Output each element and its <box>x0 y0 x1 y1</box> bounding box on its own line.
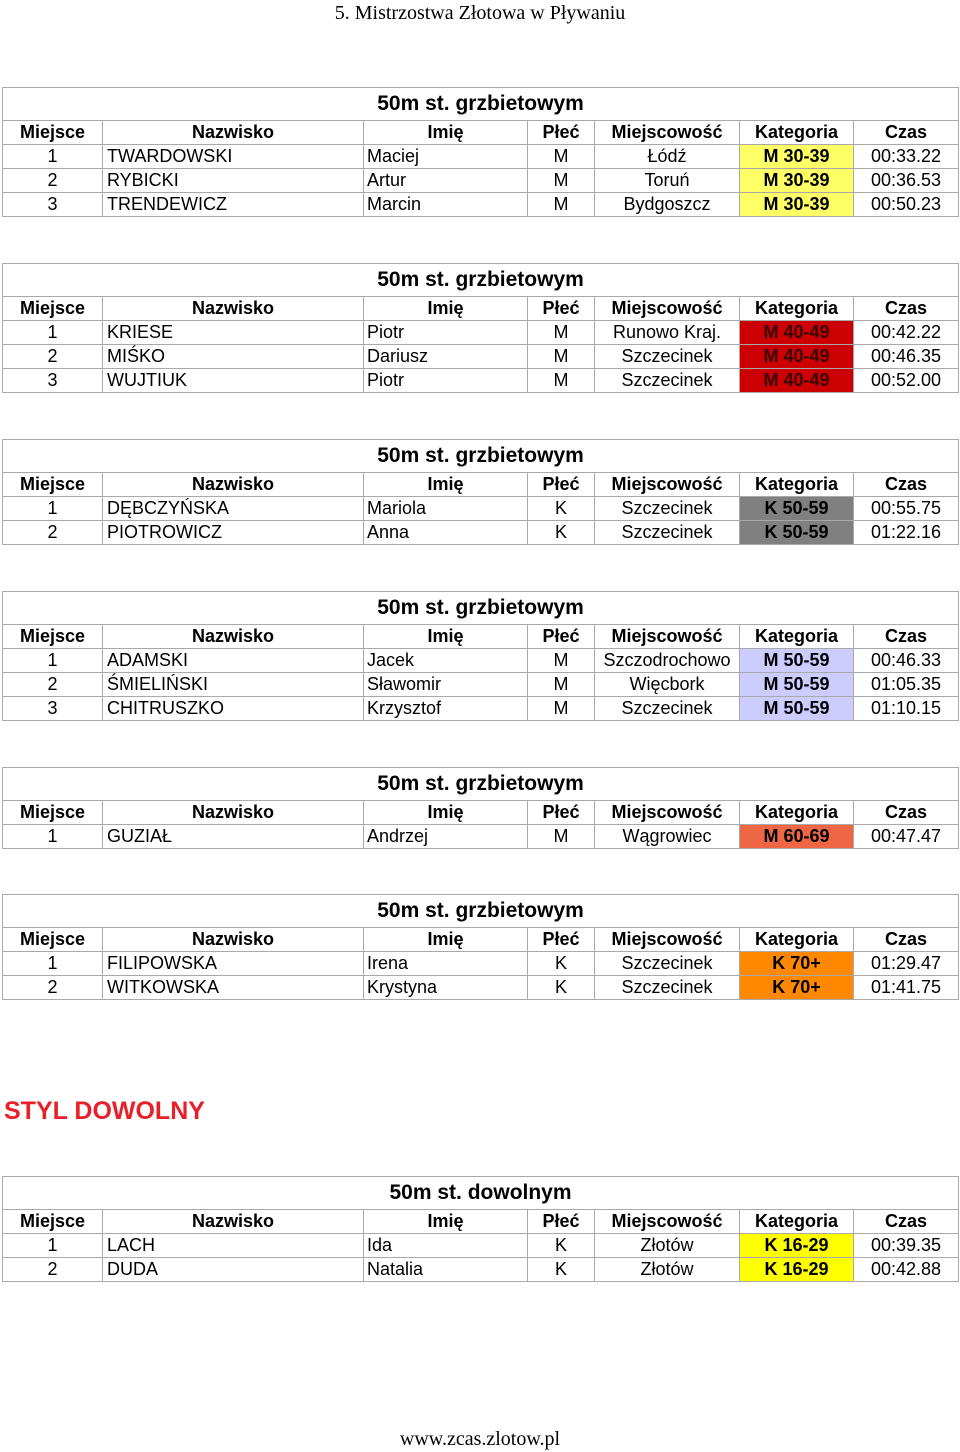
category-cell: M 50-59 <box>740 649 854 673</box>
category-cell: K 50-59 <box>740 497 854 521</box>
column-header: Płeć <box>528 297 595 321</box>
surname-cell: LACH <box>103 1234 364 1258</box>
column-header: Kategoria <box>740 297 854 321</box>
sex-cell: M <box>528 825 595 849</box>
column-header: Imię <box>364 473 528 497</box>
town-cell: Szczecinek <box>595 976 740 1000</box>
town-cell: Wągrowiec <box>595 825 740 849</box>
place-cell: 2 <box>3 169 103 193</box>
surname-cell: FILIPOWSKA <box>103 952 364 976</box>
place-cell: 2 <box>3 345 103 369</box>
town-cell: Szczodrochowo <box>595 649 740 673</box>
table-row <box>3 193 959 217</box>
event-title: 50m st. grzbietowym <box>3 768 959 801</box>
column-header: Imię <box>364 121 528 145</box>
place-cell: 2 <box>3 521 103 545</box>
column-header: Miejscowość <box>595 625 740 649</box>
table-row <box>3 1234 959 1258</box>
column-header-row <box>3 121 959 145</box>
time-cell: 00:36.53 <box>854 169 959 193</box>
surname-cell: CHITRUSZKO <box>103 697 364 721</box>
sex-cell: K <box>528 976 595 1000</box>
column-header: Nazwisko <box>103 928 364 952</box>
column-header: Imię <box>364 801 528 825</box>
first-name-cell: Krystyna <box>364 976 528 1000</box>
column-header: Kategoria <box>740 801 854 825</box>
category-cell: M 50-59 <box>740 697 854 721</box>
column-header: Nazwisko <box>103 625 364 649</box>
town-cell: Szczecinek <box>595 952 740 976</box>
sex-cell: M <box>528 369 595 393</box>
first-name-cell: Anna <box>364 521 528 545</box>
column-header-row <box>3 928 959 952</box>
column-header: Płeć <box>528 121 595 145</box>
column-header: Miejsce <box>3 625 103 649</box>
first-name-cell: Irena <box>364 952 528 976</box>
first-name-cell: Mariola <box>364 497 528 521</box>
surname-cell: KRIESE <box>103 321 364 345</box>
category-cell: M 40-49 <box>740 369 854 393</box>
town-cell: Łódź <box>595 145 740 169</box>
surname-cell: DĘBCZYŃSKA <box>103 497 364 521</box>
first-name-cell: Jacek <box>364 649 528 673</box>
column-header: Miejsce <box>3 801 103 825</box>
surname-cell: TRENDEWICZ <box>103 193 364 217</box>
column-header: Miejscowość <box>595 297 740 321</box>
first-name-cell: Maciej <box>364 145 528 169</box>
column-header: Miejscowość <box>595 928 740 952</box>
column-header: Nazwisko <box>103 121 364 145</box>
results-table <box>2 894 959 1000</box>
time-cell: 00:46.35 <box>854 345 959 369</box>
time-cell: 01:10.15 <box>854 697 959 721</box>
sex-cell: M <box>528 673 595 697</box>
place-cell: 1 <box>3 952 103 976</box>
place-cell: 1 <box>3 145 103 169</box>
column-header: Nazwisko <box>103 801 364 825</box>
column-header: Imię <box>364 928 528 952</box>
sex-cell: M <box>528 193 595 217</box>
table-row <box>3 321 959 345</box>
table-row <box>3 649 959 673</box>
sex-cell: M <box>528 649 595 673</box>
town-cell: Szczecinek <box>595 521 740 545</box>
surname-cell: RYBICKI <box>103 169 364 193</box>
category-cell: M 60-69 <box>740 825 854 849</box>
event-title: 50m st. grzbietowym <box>3 88 959 121</box>
time-cell: 00:46.33 <box>854 649 959 673</box>
surname-cell: ADAMSKI <box>103 649 364 673</box>
column-header: Kategoria <box>740 1210 854 1234</box>
category-cell: M 40-49 <box>740 345 854 369</box>
town-cell: Toruń <box>595 169 740 193</box>
column-header: Miejscowość <box>595 121 740 145</box>
category-cell: M 30-39 <box>740 169 854 193</box>
table-row <box>3 952 959 976</box>
place-cell: 2 <box>3 976 103 1000</box>
town-cell: Szczecinek <box>595 345 740 369</box>
time-cell: 01:41.75 <box>854 976 959 1000</box>
column-header: Nazwisko <box>103 1210 364 1234</box>
category-cell: M 30-39 <box>740 145 854 169</box>
column-header: Miejsce <box>3 121 103 145</box>
table-row <box>3 345 959 369</box>
surname-cell: DUDA <box>103 1258 364 1282</box>
sex-cell: K <box>528 1258 595 1282</box>
table-row <box>3 497 959 521</box>
first-name-cell: Marcin <box>364 193 528 217</box>
column-header: Nazwisko <box>103 297 364 321</box>
event-title: 50m st. grzbietowym <box>3 592 959 625</box>
column-header: Kategoria <box>740 625 854 649</box>
results-table <box>2 1176 959 1282</box>
surname-cell: MIŚKO <box>103 345 364 369</box>
first-name-cell: Piotr <box>364 369 528 393</box>
column-header-row <box>3 1210 959 1234</box>
column-header: Miejsce <box>3 297 103 321</box>
column-header: Miejscowość <box>595 1210 740 1234</box>
time-cell: 01:05.35 <box>854 673 959 697</box>
results-table <box>2 591 959 721</box>
sex-cell: K <box>528 521 595 545</box>
page-header: 5. Mistrzostwa Złotowa w Pływaniu <box>334 2 626 24</box>
first-name-cell: Artur <box>364 169 528 193</box>
category-cell: K 70+ <box>740 976 854 1000</box>
table-row <box>3 825 959 849</box>
column-header: Imię <box>364 297 528 321</box>
column-header-row <box>3 473 959 497</box>
sex-cell: K <box>528 497 595 521</box>
category-cell: K 16-29 <box>740 1258 854 1282</box>
sex-cell: M <box>528 345 595 369</box>
results-table <box>2 263 959 393</box>
column-header: Miejsce <box>3 473 103 497</box>
sex-cell: M <box>528 321 595 345</box>
first-name-cell: Piotr <box>364 321 528 345</box>
column-header: Czas <box>854 625 959 649</box>
column-header: Czas <box>854 801 959 825</box>
section-heading-styl-dowolny: STYL DOWOLNY <box>4 1097 205 1125</box>
column-header: Miejscowość <box>595 473 740 497</box>
column-header: Czas <box>854 1210 959 1234</box>
table-row <box>3 976 959 1000</box>
time-cell: 00:42.22 <box>854 321 959 345</box>
place-cell: 1 <box>3 321 103 345</box>
column-header: Miejscowość <box>595 801 740 825</box>
column-header: Płeć <box>528 801 595 825</box>
column-header-row <box>3 801 959 825</box>
table-row <box>3 521 959 545</box>
town-cell: Więcbork <box>595 673 740 697</box>
place-cell: 1 <box>3 497 103 521</box>
town-cell: Złotów <box>595 1234 740 1258</box>
category-cell: M 50-59 <box>740 673 854 697</box>
place-cell: 3 <box>3 369 103 393</box>
time-cell: 00:50.23 <box>854 193 959 217</box>
surname-cell: TWARDOWSKI <box>103 145 364 169</box>
time-cell: 01:29.47 <box>854 952 959 976</box>
place-cell: 2 <box>3 673 103 697</box>
page-footer-url: www.zcas.zlotow.pl <box>399 1428 561 1450</box>
table-row <box>3 169 959 193</box>
column-header: Imię <box>364 625 528 649</box>
results-table <box>2 87 959 217</box>
town-cell: Szczecinek <box>595 369 740 393</box>
surname-cell: PIOTROWICZ <box>103 521 364 545</box>
event-title: 50m st. grzbietowym <box>3 440 959 473</box>
sex-cell: K <box>528 1234 595 1258</box>
results-table <box>2 439 959 545</box>
surname-cell: GUZIAŁ <box>103 825 364 849</box>
first-name-cell: Sławomir <box>364 673 528 697</box>
column-header: Czas <box>854 121 959 145</box>
category-cell: K 70+ <box>740 952 854 976</box>
column-header: Kategoria <box>740 121 854 145</box>
column-header: Płeć <box>528 928 595 952</box>
column-header: Czas <box>854 297 959 321</box>
time-cell: 00:33.22 <box>854 145 959 169</box>
time-cell: 01:22.16 <box>854 521 959 545</box>
table-row <box>3 369 959 393</box>
table-row <box>3 145 959 169</box>
column-header: Płeć <box>528 1210 595 1234</box>
surname-cell: WUJTIUK <box>103 369 364 393</box>
surname-cell: WITKOWSKA <box>103 976 364 1000</box>
time-cell: 00:47.47 <box>854 825 959 849</box>
sex-cell: M <box>528 169 595 193</box>
time-cell: 00:52.00 <box>854 369 959 393</box>
column-header: Czas <box>854 473 959 497</box>
first-name-cell: Ida <box>364 1234 528 1258</box>
column-header: Kategoria <box>740 928 854 952</box>
results-table <box>2 767 959 849</box>
column-header: Płeć <box>528 625 595 649</box>
town-cell: Szczecinek <box>595 697 740 721</box>
column-header: Miejsce <box>3 928 103 952</box>
column-header: Nazwisko <box>103 473 364 497</box>
column-header: Miejsce <box>3 1210 103 1234</box>
category-cell: K 16-29 <box>740 1234 854 1258</box>
sex-cell: M <box>528 145 595 169</box>
place-cell: 3 <box>3 697 103 721</box>
event-title: 50m st. dowolnym <box>3 1177 959 1210</box>
time-cell: 00:55.75 <box>854 497 959 521</box>
place-cell: 1 <box>3 1234 103 1258</box>
sex-cell: K <box>528 952 595 976</box>
time-cell: 00:39.35 <box>854 1234 959 1258</box>
column-header: Imię <box>364 1210 528 1234</box>
town-cell: Bydgoszcz <box>595 193 740 217</box>
category-cell: K 50-59 <box>740 521 854 545</box>
column-header: Płeć <box>528 473 595 497</box>
table-row <box>3 1258 959 1282</box>
first-name-cell: Andrzej <box>364 825 528 849</box>
table-row <box>3 673 959 697</box>
place-cell: 1 <box>3 825 103 849</box>
event-title: 50m st. grzbietowym <box>3 895 959 928</box>
category-cell: M 40-49 <box>740 321 854 345</box>
table-row <box>3 697 959 721</box>
column-header: Kategoria <box>740 473 854 497</box>
column-header-row <box>3 625 959 649</box>
place-cell: 2 <box>3 1258 103 1282</box>
column-header-row <box>3 297 959 321</box>
town-cell: Szczecinek <box>595 497 740 521</box>
category-cell: M 30-39 <box>740 193 854 217</box>
event-title: 50m st. grzbietowym <box>3 264 959 297</box>
surname-cell: ŚMIELIŃSKI <box>103 673 364 697</box>
place-cell: 1 <box>3 649 103 673</box>
town-cell: Złotów <box>595 1258 740 1282</box>
town-cell: Runowo Kraj. <box>595 321 740 345</box>
column-header: Czas <box>854 928 959 952</box>
place-cell: 3 <box>3 193 103 217</box>
first-name-cell: Krzysztof <box>364 697 528 721</box>
sex-cell: M <box>528 697 595 721</box>
time-cell: 00:42.88 <box>854 1258 959 1282</box>
first-name-cell: Dariusz <box>364 345 528 369</box>
first-name-cell: Natalia <box>364 1258 528 1282</box>
